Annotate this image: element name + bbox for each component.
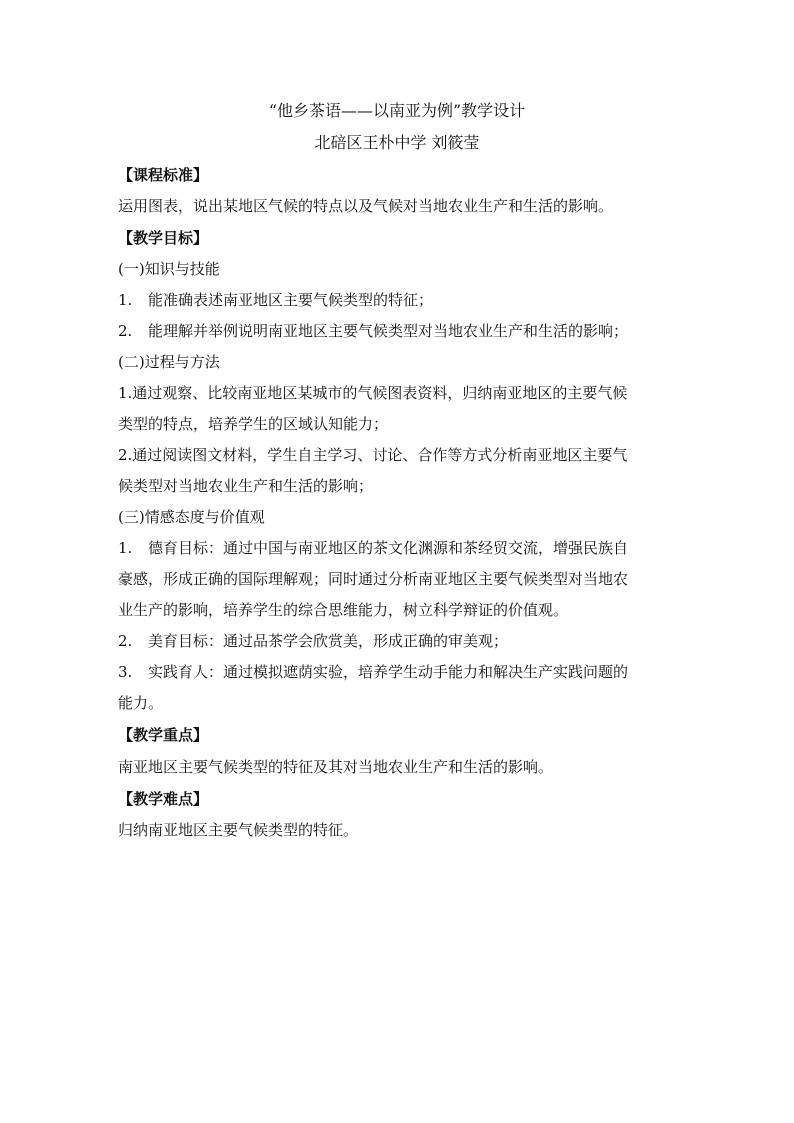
attitude-item-2 [118, 631, 508, 651]
list-number: 3. [118, 663, 133, 681]
process-item-2-line-2: 候类型对当地农业生产和生活的影响； [118, 477, 374, 495]
list-item-text: 美育目标：通过品茶学会欣赏美，形成正确的审美观； [148, 632, 509, 650]
attitude-item-3-line-2: 能力。 [118, 694, 164, 712]
list-item-text: 德育目标：通过中国与南亚地区的茶文化渊源和茶经贸交流，增强民族自 [148, 539, 629, 557]
attitude-values-heading: (三)情感态度与价值观 [118, 508, 265, 526]
document-title: “他乡茶语——以南亚为例”教学设计 [268, 101, 526, 120]
list-item-text: 能准确表述南亚地区主要气候类型的特征； [148, 291, 434, 309]
process-item-1-line-1: 1.通过观察、比较南亚地区某城市的气候图表资料，归纳南亚地区的主要气候 [118, 384, 628, 402]
list-item-text: 能理解并举例说明南亚地区主要气候类型对当地农业生产和生活的影响； [148, 322, 629, 340]
key-points-text: 南亚地区主要气候类型的特征及其对当地农业生产和生活的影响。 [118, 758, 554, 776]
knowledge-item-1 [118, 290, 433, 310]
list-number: 2. [118, 322, 133, 340]
attitude-item-1-line-1 [118, 538, 628, 558]
difficult-points-heading: 【教学难点】 [118, 790, 209, 808]
knowledge-skills-heading: (一)知识与技能 [118, 260, 220, 278]
knowledge-item-2 [118, 321, 628, 341]
list-number: 2. [118, 632, 133, 650]
curriculum-standard-heading: 【课程标准】 [118, 166, 209, 184]
attitude-item-1-line-3: 业生产的影响，培养学生的综合思维能力，树立科学辩证的价值观。 [118, 601, 569, 619]
difficult-points-text: 归纳南亚地区主要气候类型的特征。 [118, 821, 359, 839]
attitude-item-3-line-1 [118, 662, 628, 682]
curriculum-standard-text: 运用图表，说出某地区气候的特点以及气候对当地农业生产和生活的影响。 [118, 197, 614, 215]
process-methods-heading: (二)过程与方法 [118, 353, 220, 371]
attitude-item-1-line-2: 豪感，形成正确的国际理解观；同时通过分析南亚地区主要气候类型对当地农 [118, 570, 629, 588]
process-item-2-line-1: 2.通过阅读图文材料，学生自主学习、讨论、合作等方式分析南亚地区主要气 [118, 446, 628, 464]
teaching-goals-heading: 【教学目标】 [118, 229, 209, 247]
document-author: 北碚区王朴中学 刘筱莹 [314, 133, 480, 152]
list-item-text: 实践育人：通过模拟遮荫实验，培养学生动手能力和解决生产实践问题的 [148, 663, 629, 681]
key-points-heading: 【教学重点】 [118, 726, 209, 744]
process-item-1-line-2: 类型的特点，培养学生的区域认知能力； [118, 415, 389, 433]
list-number: 1. [118, 291, 133, 309]
list-number: 1. [118, 539, 133, 557]
